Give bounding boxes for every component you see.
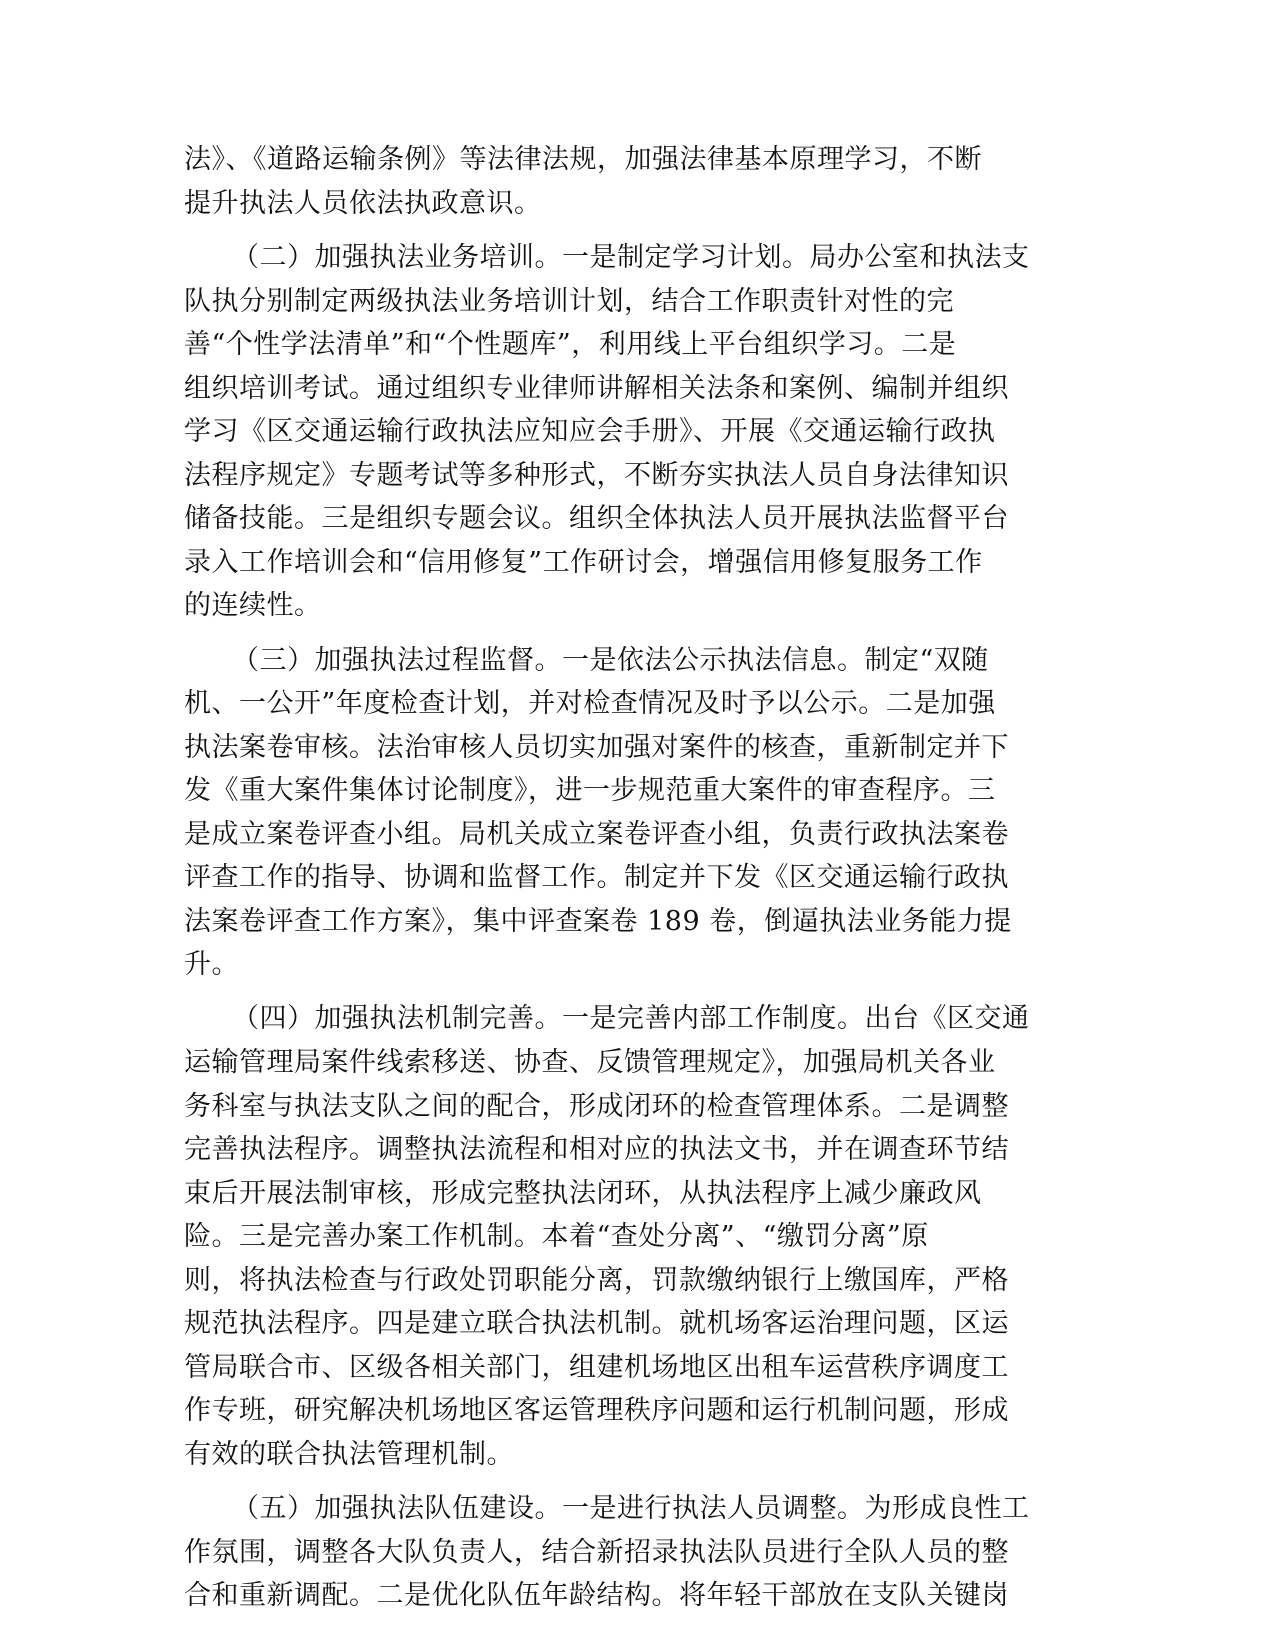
text-line: 运输管理局案件线索移送、协查、反馈管理规定》，加强局机关各业 [184,1047,996,1078]
text-line: 法》、《道路运输条例》等法律法规，加强法律基本原理学习，不断 [184,144,982,175]
text-line: 队执分别制定两级执法业务培训计划，结合工作职责针对性的完 [184,286,954,317]
text-line: 发《重大案件集体讨论制度》，进一步规范重大案件的审查程序。三 [184,775,996,806]
text-line: 务科室与执法支队之间的配合，形成闭环的检查管理体系。二是调整 [184,1091,1009,1122]
text-line: 机、一公开”年度检查计划，并对检查情况及时予以公示。二是加强 [184,688,996,719]
text-line: 善“个性学法清单”和“个性题库”，利用线上平台组织学习。二是 [184,329,957,360]
text-line: 的连续性。 [184,590,322,621]
text-line: 合和重新调配。二是优化队伍年龄结构。将年轻干部放在支队关键岗 [184,1580,1009,1611]
text-line: 束后开展法制审核，形成完整执法闭环，从执法程序上减少廉政风 [184,1178,982,1209]
text-line: 作专班，研究解决机场地区客运管理秩序问题和运行机制问题，形成 [184,1395,1009,1426]
text-line: 法程序规定》专题考试等多种形式，不断夯实执法人员自身法律知识 [184,460,1009,491]
paragraph-heading-line: （二）加强执法业务培训。一是制定学习计划。局办公室和执法支 [232,242,1030,273]
text-line: 学习《区交通运输行政执法应知应会手册》、开展《交通运输行政执 [184,416,996,447]
text-line: 作氛围，调整各大队负责人，结合新招录执法队员进行全队人员的整 [184,1537,1009,1568]
text-line: 管局联合市、区级各相关部门，组建机场地区出租车运营秩序调度工 [184,1352,1009,1383]
text-line: 执法案卷审核。法治审核人员切实加强对案件的核查，重新制定并下 [184,732,1009,763]
text-line: 组织培训考试。通过组织专业律师讲解相关法条和案例、编制并组织 [184,373,1009,404]
text-line: 评查工作的指导、协调和监督工作。制定并下发《区交通运输行政执 [184,862,1009,893]
text-line: 规范执法程序。四是建立联合执法机制。就机场客运治理问题，区运 [184,1308,1009,1339]
text-line: 法案卷评查工作方案》，集中评查案卷 189 卷，倒逼执法业务能力提 [184,906,1012,937]
paragraph-heading-line: （五）加强执法队伍建设。一是进行执法人员调整。为形成良性工 [232,1493,1030,1524]
paragraph-heading-line: （四）加强执法机制完善。一是完善内部工作制度。出台《区交通 [232,1003,1030,1034]
paragraph-heading-line: （三）加强执法过程监督。一是依法公示执法信息。制定“双随 [232,645,989,676]
text-line: 录入工作培训会和“信用修复”工作研讨会，增强信用修复服务工作 [184,547,983,578]
text-line: 完善执法程序。调整执法流程和相对应的执法文书，并在调查环节结 [184,1134,1009,1165]
text-line: 有效的联合执法管理机制。 [184,1439,514,1470]
text-line: 升。 [184,949,239,980]
text-line: 是成立案卷评查小组。局机关成立案卷评查小组，负责行政执法案卷 [184,819,1009,850]
text-line: 储备技能。三是组织专题会议。组织全体执法人员开展执法监督平台 [184,503,1009,534]
text-line: 则，将执法检查与行政处罚职能分离，罚款缴纳银行上缴国库，严格 [184,1265,1009,1296]
text-line: 提升执法人员依法执政意识。 [184,188,542,219]
text-line: 险。三是完善办案工作机制。本着“查处分离”、“缴罚分离”原 [184,1221,929,1252]
